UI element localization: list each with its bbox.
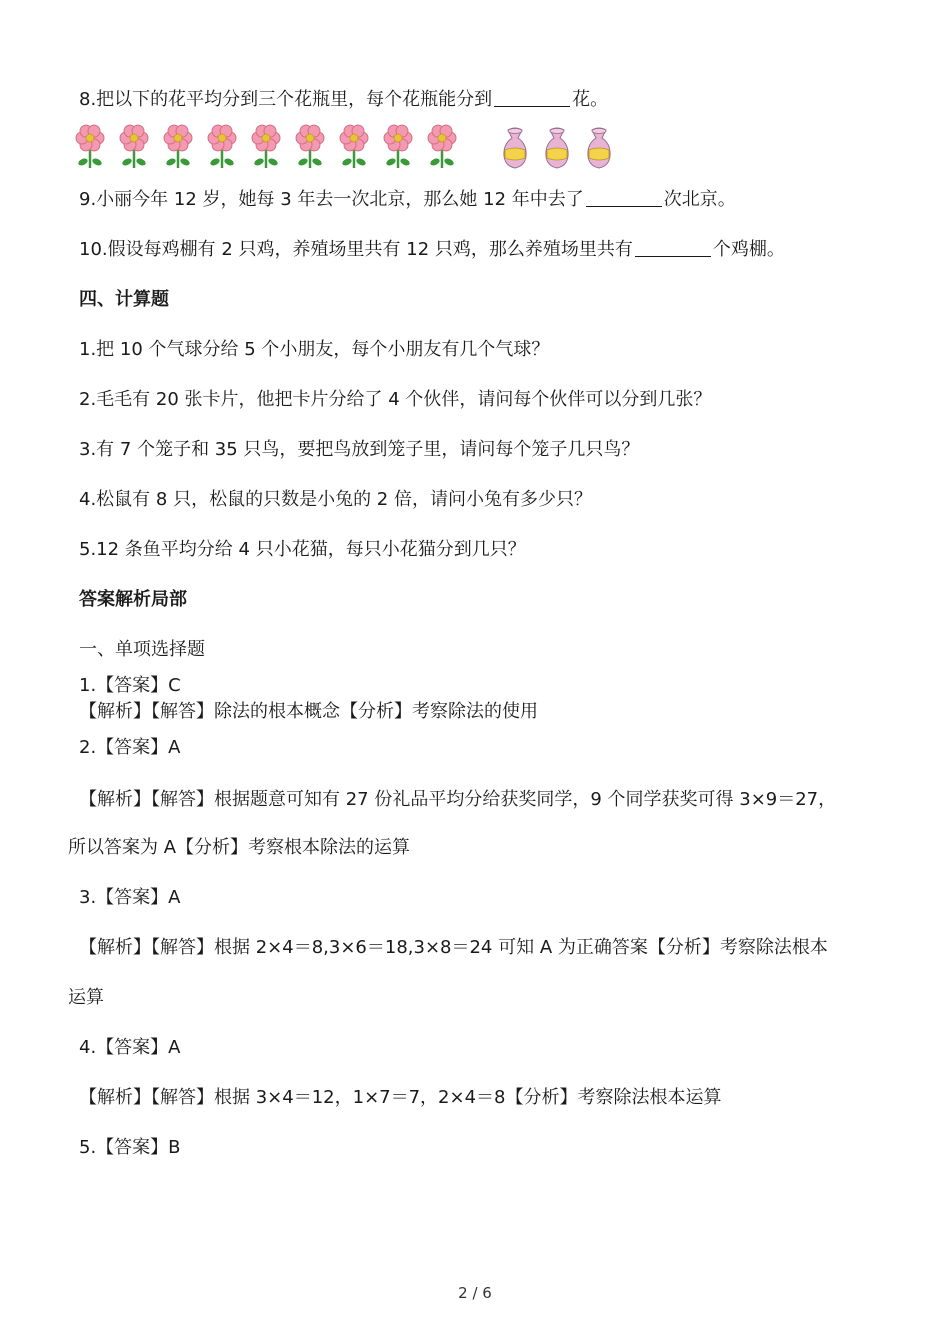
calc-question: 5.12 条鱼平均分给 4 只小花猫，每只小花猫分到几只？ — [79, 539, 526, 560]
question-9-text: 9.小丽今年 12 岁，她每 3 年去一次北京，那么她 12 年中去了 — [79, 189, 584, 210]
calc-question: 2.毛毛有 20 张卡片，他把卡片分给了 4 个伙伴，请问每个伙伴可以分到几张？ — [79, 389, 712, 410]
vase-icon — [542, 126, 572, 170]
calc-question: 3.有 7 个笼子和 35 只鸟，要把鸟放到笼子里，请问每个笼子几只鸟？ — [79, 439, 640, 460]
answer-line: 2.【答案】A — [79, 737, 181, 758]
flower-group — [70, 124, 462, 170]
answer-line: 4.【答案】A — [79, 1037, 181, 1058]
vase-group — [500, 126, 614, 170]
calc-question: 4.松鼠有 8 只，松鼠的只数是小兔的 2 倍，请问小兔有多少只？ — [79, 489, 592, 510]
answer-blank — [494, 88, 570, 107]
explanation-line: 所以答案为 A【分析】考察根本除法的运算 — [68, 837, 411, 858]
flower-icon — [158, 124, 198, 170]
answer-blank — [586, 188, 662, 207]
question-10-text: 10.假设每鸡棚有 2 只鸡，养殖场里共有 12 只鸡，那么养殖场里共有 — [79, 239, 633, 260]
flower-icon — [422, 124, 462, 170]
answer-line: 5.【答案】B — [79, 1137, 181, 1158]
question-8-text: 8.把以下的花平均分到三个花瓶里，每个花瓶能分到 — [79, 89, 493, 110]
answer-line: 1.【答案】C — [79, 675, 181, 696]
flower-icon — [246, 124, 286, 170]
flower-icon — [290, 124, 330, 170]
explanation-line: 【解析】【解答】根据题意可知有 27 份礼品平均分给获奖同学，9 个同学获奖可得 3×9＝27， — [79, 789, 837, 810]
explanation-line: 【解析】【解答】根据 2×4＝8,3×6＝18,3×8＝24 可知 A 为正确答案【分析】考察除法根本 — [79, 937, 828, 958]
flower-icon — [202, 124, 242, 170]
section-title: 四、计算题 — [79, 289, 169, 310]
answers-title: 答案解析局部 — [79, 589, 187, 610]
question-8-suffix: 花。 — [572, 89, 609, 110]
explanation-line: 【解析】【解答】除法的根本概念【分析】考察除法的使用 — [79, 701, 538, 722]
answers-section-title: 一、单项选择题 — [79, 639, 205, 660]
flower-icon — [114, 124, 154, 170]
vase-icon — [584, 126, 614, 170]
flower-icon — [378, 124, 418, 170]
question-10 — [79, 238, 785, 262]
vase-icon — [500, 126, 530, 170]
explanation-line: 运算 — [68, 987, 104, 1008]
answer-blank — [635, 238, 711, 257]
question-9-suffix: 次北京。 — [663, 189, 736, 210]
calc-question: 1.把 10 个气球分给 5 个小朋友，每个小朋友有几个气球？ — [79, 339, 550, 360]
flower-icon — [70, 124, 110, 170]
explanation-line: 【解析】【解答】根据 3×4＝12，1×7＝7，2×4＝8【分析】考察除法根本运算 — [79, 1087, 722, 1108]
answer-line: 3.【答案】A — [79, 887, 181, 908]
question-10-suffix: 个鸡棚。 — [712, 239, 785, 260]
question-9 — [79, 188, 736, 212]
flower-icon — [334, 124, 374, 170]
question-8 — [79, 88, 608, 112]
page-number: 2 / 6 — [458, 1284, 492, 1302]
